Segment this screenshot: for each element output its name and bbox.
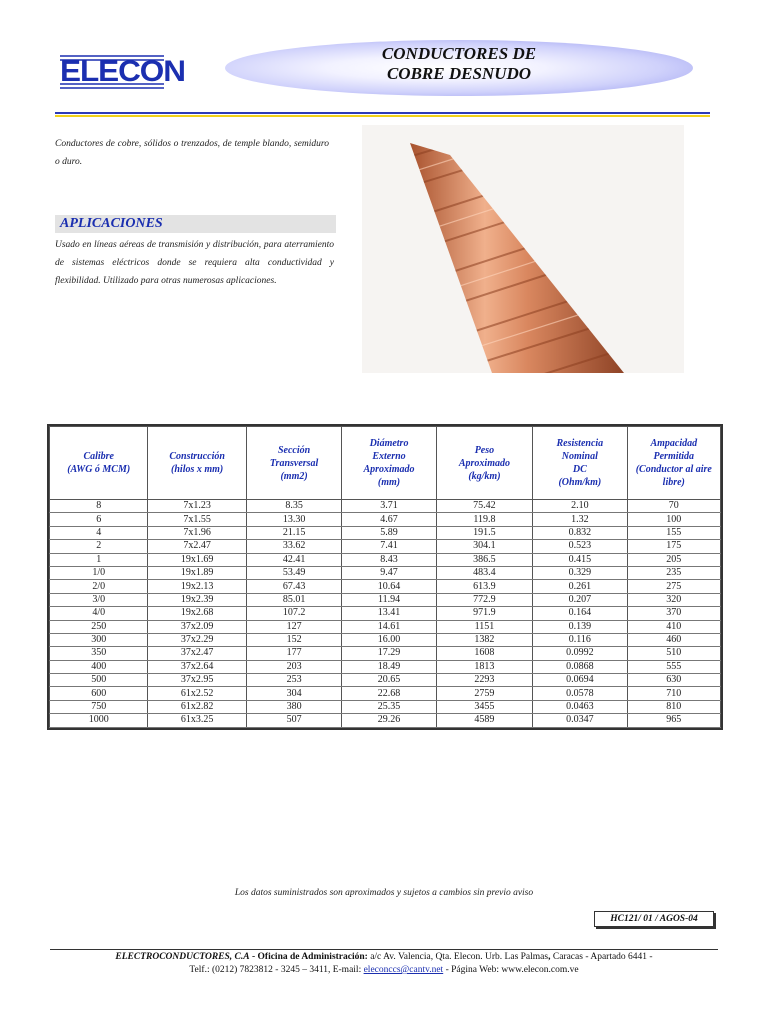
table-header-row — [50, 427, 721, 500]
table-cell: 10.64 — [342, 580, 436, 593]
table-row — [50, 593, 721, 606]
table-cell: 710 — [627, 687, 720, 700]
table-cell: 483.4 — [436, 566, 532, 579]
table-cell: 13.41 — [342, 607, 436, 620]
table-cell: 380 — [246, 700, 341, 713]
table-cell: 2759 — [436, 687, 532, 700]
footer-company: ELECTROCONDUCTORES, C.A — [115, 952, 250, 962]
table-cell: 37x2.29 — [148, 633, 246, 646]
table-cell: 460 — [627, 633, 720, 646]
table-cell: 253 — [246, 674, 341, 687]
table-cell: 155 — [627, 526, 720, 539]
table-cell: 2293 — [436, 674, 532, 687]
table-cell: 300 — [50, 633, 148, 646]
table-cell: 22.68 — [342, 687, 436, 700]
footer-phone: Telf.: (0212) 7823812 - 3245 – 3411 — [189, 965, 328, 975]
table-cell: 0.0992 — [533, 647, 627, 660]
table-cell: 11.94 — [342, 593, 436, 606]
table-cell: 1000 — [50, 714, 148, 727]
footer-apartado: - Apartado 6441 - — [582, 952, 653, 962]
header-construccion: Construcción (hilos x mm) — [148, 427, 246, 500]
table-cell: 119.8 — [436, 513, 532, 526]
table-cell: 1.32 — [533, 513, 627, 526]
table-row — [50, 674, 721, 687]
table-cell: 0.207 — [533, 593, 627, 606]
table-cell: 7.41 — [342, 540, 436, 553]
logo-text: ELECON — [60, 55, 185, 88]
table-cell: 20.65 — [342, 674, 436, 687]
header-seccion: Sección Transversal (mm2) — [246, 427, 341, 500]
header-calibre: Calibre (AWG ó MCM) — [50, 427, 148, 500]
table-cell: 3/0 — [50, 593, 148, 606]
table-cell: 19x2.68 — [148, 607, 246, 620]
table-cell: 16.00 — [342, 633, 436, 646]
table-cell: 70 — [627, 500, 720, 513]
table-cell: 5.89 — [342, 526, 436, 539]
table-row — [50, 500, 721, 513]
table-cell: 304.1 — [436, 540, 532, 553]
table-cell: 971.9 — [436, 607, 532, 620]
table-cell: 965 — [627, 714, 720, 727]
table-cell: 203 — [246, 660, 341, 673]
table-cell: 555 — [627, 660, 720, 673]
table-cell: 18.49 — [342, 660, 436, 673]
table-cell: 75.42 — [436, 500, 532, 513]
table-cell: 2 — [50, 540, 148, 553]
footer-rule — [50, 949, 718, 950]
table-cell: 1813 — [436, 660, 532, 673]
table-cell: 37x2.09 — [148, 620, 246, 633]
table-cell: 370 — [627, 607, 720, 620]
table-cell: 8.43 — [342, 553, 436, 566]
table-cell: 9.47 — [342, 566, 436, 579]
table-cell: 29.26 — [342, 714, 436, 727]
table-cell: 2.10 — [533, 500, 627, 513]
table-cell: 235 — [627, 566, 720, 579]
logo-speed-lines-icon — [60, 52, 164, 92]
title-line-2: COBRE DESNUDO — [386, 64, 532, 83]
footer-office-label: Oficina de Administración: — [257, 952, 368, 962]
table-cell: 810 — [627, 700, 720, 713]
header-ampacidad: Ampacidad Permitida (Conductor al aire libre) — [627, 427, 720, 500]
table-cell: 33.62 — [246, 540, 341, 553]
table-cell: 1151 — [436, 620, 532, 633]
table-cell: 53.49 — [246, 566, 341, 579]
header-rule-yellow — [55, 115, 710, 117]
table-cell: 4589 — [436, 714, 532, 727]
table-cell: 61x2.52 — [148, 687, 246, 700]
document-code-badge: HC121/ 01 / AGOS-04 — [594, 911, 714, 927]
applications-heading: APLICACIONES — [60, 216, 163, 231]
footer-email-link[interactable]: eleconccs@cantv.net — [363, 965, 444, 975]
footer-city: Caracas — [550, 952, 583, 962]
table-cell: 0.0694 — [533, 674, 627, 687]
title-line-1: CONDUCTORES DE — [381, 44, 537, 63]
table-cell: 25.35 — [342, 700, 436, 713]
table-cell: 0.164 — [533, 607, 627, 620]
table-cell: 85.01 — [246, 593, 341, 606]
table-cell: 0.832 — [533, 526, 627, 539]
table-cell: 19x2.13 — [148, 580, 246, 593]
table-cell: 3455 — [436, 700, 532, 713]
footer-email-label: , E-mail: — [327, 965, 364, 975]
table-row — [50, 580, 721, 593]
table-row — [50, 526, 721, 539]
table-cell: 0.116 — [533, 633, 627, 646]
table-cell: 4 — [50, 526, 148, 539]
table-cell: 13.30 — [246, 513, 341, 526]
table-cell: 1/0 — [50, 566, 148, 579]
header-peso: Peso Aproximado (kg/km) — [436, 427, 532, 500]
table-cell: 61x2.82 — [148, 700, 246, 713]
table-cell: 600 — [50, 687, 148, 700]
table-cell: 6 — [50, 513, 148, 526]
table-cell: 61x3.25 — [148, 714, 246, 727]
table-cell: 3.71 — [342, 500, 436, 513]
table-row — [50, 566, 721, 579]
table-cell: 630 — [627, 674, 720, 687]
table-row — [50, 513, 721, 526]
table-cell: 1 — [50, 553, 148, 566]
applications-heading-bar — [55, 215, 336, 233]
copper-cable-icon — [362, 125, 684, 373]
intro-paragraph: Conductores de cobre, sólidos o trenzados, de temple blando, semiduro o duro. — [55, 139, 329, 167]
table-cell: 100 — [627, 513, 720, 526]
header-resistencia: Resistencia Nominal DC (Ohm/km) — [533, 427, 627, 500]
table-cell: 37x2.95 — [148, 674, 246, 687]
table-cell: 304 — [246, 687, 341, 700]
table-cell: 205 — [627, 553, 720, 566]
table-row — [50, 700, 721, 713]
disclaimer-note: Los datos suministrados son aproximados y sujetos a cambios sin previo aviso — [234, 888, 534, 898]
table-cell: 7x1.23 — [148, 500, 246, 513]
table-cell: 7x1.96 — [148, 526, 246, 539]
table-cell: 500 — [50, 674, 148, 687]
table-cell: 275 — [627, 580, 720, 593]
table-cell: 42.41 — [246, 553, 341, 566]
table-cell: 250 — [50, 620, 148, 633]
table-cell: 17.29 — [342, 647, 436, 660]
table-cell: 1608 — [436, 647, 532, 660]
table-cell: 750 — [50, 700, 148, 713]
table-cell: 67.43 — [246, 580, 341, 593]
table-row — [50, 607, 721, 620]
footer-line-1 — [0, 952, 768, 962]
table-cell: 4/0 — [50, 607, 148, 620]
table-cell: 127 — [246, 620, 341, 633]
table-cell: 320 — [627, 593, 720, 606]
table-cell: 175 — [627, 540, 720, 553]
table-cell: 8.35 — [246, 500, 341, 513]
table-cell: 507 — [246, 714, 341, 727]
table-cell: 772.9 — [436, 593, 532, 606]
table-cell: 1382 — [436, 633, 532, 646]
page-title — [225, 44, 693, 84]
applications-paragraph: Usado en líneas aéreas de transmisión y distribución, para aterramiento de sistemas eléctricos donde se requiera alta conductividad y flexibilidad. Utilizado para otras numerosas aplicaciones. — [55, 240, 334, 286]
table-cell: 0.415 — [533, 553, 627, 566]
table-cell: 19x1.69 — [148, 553, 246, 566]
table-cell: 400 — [50, 660, 148, 673]
specifications-table — [47, 424, 723, 730]
table-row — [50, 540, 721, 553]
table-cell: 7x2.47 — [148, 540, 246, 553]
footer-sep: - — [249, 952, 258, 962]
table-row — [50, 660, 721, 673]
table-row — [50, 714, 721, 727]
table-cell: 0.0868 — [533, 660, 627, 673]
footer-comma: , — [548, 952, 551, 962]
table-cell: 0.139 — [533, 620, 627, 633]
table-row — [50, 647, 721, 660]
table-cell: 2/0 — [50, 580, 148, 593]
table-cell: 152 — [246, 633, 341, 646]
table-cell: 0.0578 — [533, 687, 627, 700]
elecon-logo — [60, 52, 185, 92]
copper-cable-photo — [362, 125, 684, 373]
table-cell: 4.67 — [342, 513, 436, 526]
table-row — [50, 687, 721, 700]
table-cell: 613.9 — [436, 580, 532, 593]
table-row — [50, 553, 721, 566]
table-cell: 0.329 — [533, 566, 627, 579]
table-cell: 107.2 — [246, 607, 341, 620]
table-row — [50, 633, 721, 646]
footer-address: a/c Av. Valencia, Qta. Elecon. Urb. Las Palmas — [367, 952, 549, 962]
table-cell: 350 — [50, 647, 148, 660]
header-rule-blue — [55, 112, 710, 114]
table-cell: 7x1.55 — [148, 513, 246, 526]
table-cell: 19x2.39 — [148, 593, 246, 606]
footer-line-2 — [0, 965, 768, 975]
table-cell: 21.15 — [246, 526, 341, 539]
table-cell: 0.0463 — [533, 700, 627, 713]
table-cell: 37x2.64 — [148, 660, 246, 673]
table-cell: 386.5 — [436, 553, 532, 566]
header-diametro: Diámetro Externo Aproximado (mm) — [342, 427, 436, 500]
table-cell: 191.5 — [436, 526, 532, 539]
table-cell: 177 — [246, 647, 341, 660]
table-cell: 0.523 — [533, 540, 627, 553]
table-cell: 19x1.89 — [148, 566, 246, 579]
footer-web: - Página Web: www.elecon.com.ve — [443, 965, 579, 975]
table-body — [50, 500, 721, 728]
table-cell: 0.261 — [533, 580, 627, 593]
table-cell: 37x2.47 — [148, 647, 246, 660]
table-cell: 0.0347 — [533, 714, 627, 727]
table-cell: 410 — [627, 620, 720, 633]
table-cell: 510 — [627, 647, 720, 660]
table-row — [50, 620, 721, 633]
table-cell: 8 — [50, 500, 148, 513]
table-cell: 14.61 — [342, 620, 436, 633]
